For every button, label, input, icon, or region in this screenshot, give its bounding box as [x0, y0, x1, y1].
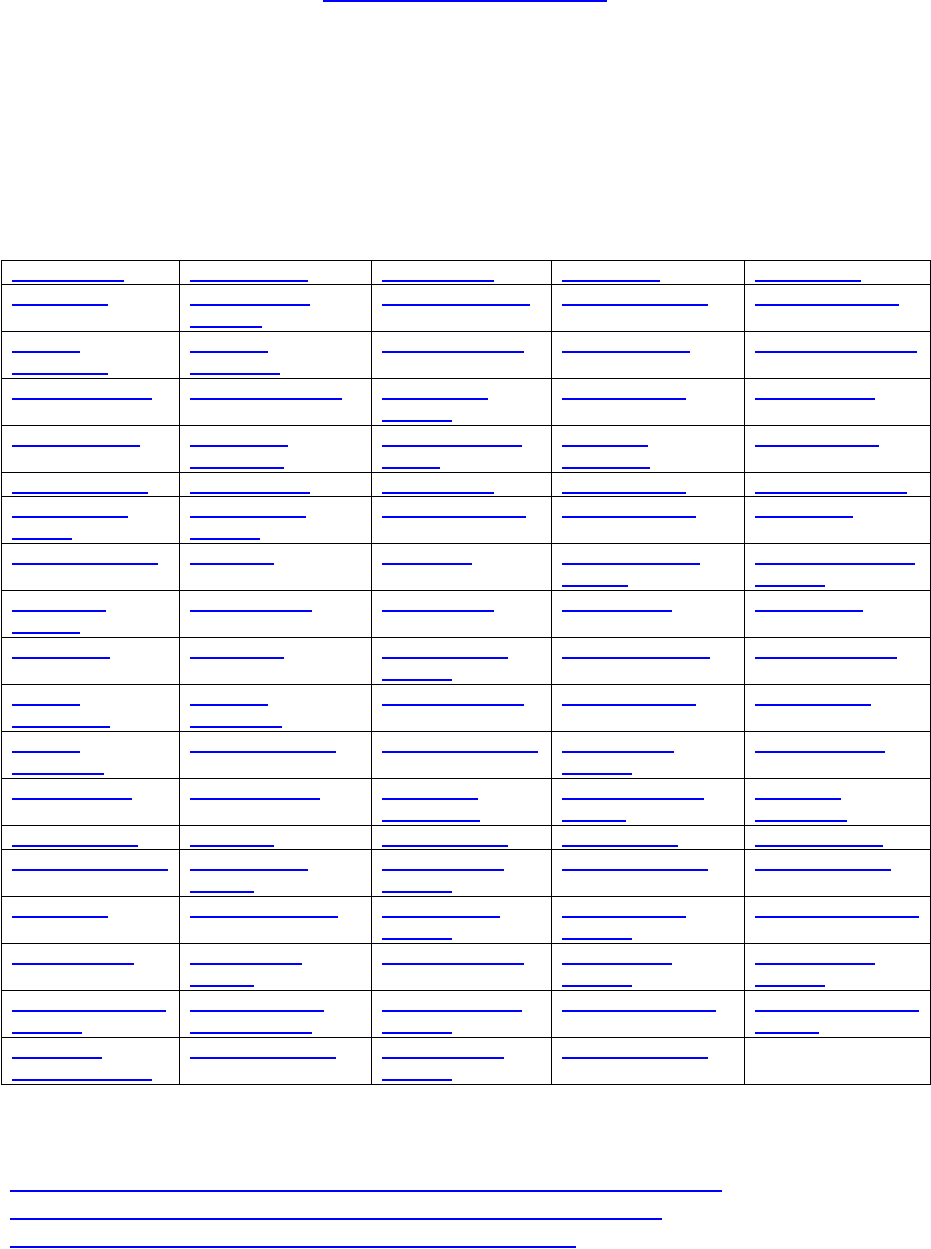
table-link[interactable] [755, 398, 875, 400]
table-cell [372, 991, 552, 1038]
table-link[interactable] [12, 963, 134, 965]
table-link-continued[interactable] [190, 1032, 312, 1034]
table-link-continued[interactable] [190, 373, 280, 375]
table-row [2, 638, 931, 685]
table-link-continued[interactable] [562, 773, 632, 775]
table-link[interactable] [562, 351, 690, 353]
table-cell [552, 1038, 745, 1085]
table-link-continued[interactable] [562, 467, 650, 469]
table-row [2, 850, 931, 897]
table-link-continued[interactable] [12, 632, 80, 634]
table-link[interactable] [382, 445, 522, 447]
table-link[interactable] [382, 704, 524, 706]
table-cell [372, 591, 552, 638]
table-cell [552, 591, 745, 638]
table-link-continued[interactable] [190, 891, 254, 893]
table-link[interactable] [190, 798, 320, 800]
table-link[interactable] [755, 610, 863, 612]
table-link-continued[interactable] [755, 820, 847, 822]
table-row [2, 732, 931, 779]
table-link[interactable] [755, 916, 919, 918]
table-cell [745, 379, 931, 426]
table-link[interactable] [382, 963, 524, 965]
table-link[interactable] [382, 492, 494, 494]
table-cell [552, 426, 745, 473]
table-link[interactable] [190, 751, 336, 753]
table-cell [552, 732, 745, 779]
table-cell [180, 261, 372, 285]
table-link-continued[interactable] [755, 585, 825, 587]
table-link[interactable] [12, 845, 138, 847]
table-link-continued[interactable] [12, 1079, 152, 1081]
table-cell [552, 332, 745, 379]
table-cell [180, 638, 372, 685]
table-link[interactable] [755, 280, 861, 282]
table-cell [552, 944, 745, 991]
table-link[interactable] [12, 398, 152, 400]
table-cell [2, 897, 180, 944]
table-cell [745, 732, 931, 779]
table-cell [745, 544, 931, 591]
table-link[interactable] [755, 516, 853, 518]
table-link-continued[interactable] [190, 467, 284, 469]
table-cell [2, 944, 180, 991]
table-cell [372, 897, 552, 944]
table-cell [372, 426, 552, 473]
table-link[interactable] [190, 1010, 324, 1012]
table-link[interactable] [382, 845, 508, 847]
table-link[interactable] [190, 845, 274, 847]
table-cell [180, 779, 372, 826]
table-cell [2, 379, 180, 426]
table-cell [372, 826, 552, 850]
table-link[interactable] [190, 1057, 336, 1059]
table-link-continued[interactable] [382, 1079, 452, 1081]
table-link[interactable] [562, 445, 648, 447]
top-link[interactable] [323, 0, 607, 2]
table-link[interactable] [190, 304, 310, 306]
table-cell [180, 591, 372, 638]
table-link[interactable] [382, 563, 472, 565]
table-cell [372, 732, 552, 779]
table-link[interactable] [12, 280, 124, 282]
table-link[interactable] [190, 445, 288, 447]
table-link[interactable] [12, 798, 132, 800]
table-cell [745, 497, 931, 544]
table-link-continued[interactable] [12, 773, 104, 775]
table-cell [180, 826, 372, 850]
table-cell [180, 1038, 372, 1085]
table-cell [372, 850, 552, 897]
table-link[interactable] [755, 1010, 919, 1012]
table-row [2, 379, 931, 426]
table-cell [552, 285, 745, 332]
table-link[interactable] [562, 610, 672, 612]
table-link[interactable] [12, 1010, 166, 1012]
table-row [2, 991, 931, 1038]
table-link-continued[interactable] [562, 938, 632, 940]
table-cell [552, 897, 745, 944]
table-link[interactable] [382, 304, 530, 306]
table-link[interactable] [190, 492, 310, 494]
table-link[interactable] [755, 492, 907, 494]
table-link[interactable] [382, 398, 488, 400]
table-cell [372, 544, 552, 591]
table-link[interactable] [562, 516, 696, 518]
table-link[interactable] [562, 563, 700, 565]
table-link[interactable] [562, 280, 660, 282]
table-row [2, 285, 931, 332]
table-cell [180, 732, 372, 779]
table-cell [2, 426, 180, 473]
table-cell [745, 991, 931, 1038]
table-cell [180, 332, 372, 379]
table-cell [2, 779, 180, 826]
table-link-continued[interactable] [12, 1032, 82, 1034]
table-cell [745, 332, 931, 379]
table-row [2, 897, 931, 944]
table-cell [2, 685, 180, 732]
table-cell [372, 497, 552, 544]
table-link[interactable] [190, 963, 302, 965]
table-cell [2, 1038, 180, 1085]
table-link[interactable] [562, 704, 696, 706]
table-cell [745, 944, 931, 991]
table-link[interactable] [562, 916, 686, 918]
table-link[interactable] [562, 492, 686, 494]
table-cell [180, 850, 372, 897]
table-cell [745, 261, 931, 285]
table-cell [2, 332, 180, 379]
table-link[interactable] [12, 492, 148, 494]
table-link-continued[interactable] [190, 985, 254, 987]
table-row [2, 944, 931, 991]
table-row [2, 779, 931, 826]
table-link[interactable] [12, 869, 168, 871]
table-link[interactable] [190, 916, 338, 918]
table-cell [180, 991, 372, 1038]
table-cell [372, 779, 552, 826]
table-link[interactable] [382, 751, 538, 753]
table-cell [552, 544, 745, 591]
table-link[interactable] [12, 1057, 102, 1059]
table-cell [180, 544, 372, 591]
table-cell [372, 473, 552, 497]
bottom-link[interactable] [10, 1218, 662, 1220]
table-cell [745, 850, 931, 897]
table-link[interactable] [755, 869, 891, 871]
table-link[interactable] [562, 657, 710, 659]
table-link-continued[interactable] [382, 679, 452, 681]
table-link-continued[interactable] [190, 326, 262, 328]
table-row [2, 1038, 931, 1085]
table-cell [552, 850, 745, 897]
table-cell [180, 685, 372, 732]
table-link-continued[interactable] [755, 1032, 819, 1034]
table-cell [372, 379, 552, 426]
table-cell [2, 473, 180, 497]
table-row [2, 685, 931, 732]
table-link[interactable] [190, 610, 312, 612]
table-cell [180, 944, 372, 991]
table-cell [372, 285, 552, 332]
table-link[interactable] [190, 351, 268, 353]
table-link[interactable] [190, 657, 284, 659]
table-cell [745, 285, 931, 332]
table-cell [372, 1038, 552, 1085]
table-cell [2, 850, 180, 897]
table-cell [552, 991, 745, 1038]
table-link[interactable] [382, 869, 504, 871]
table-link[interactable] [562, 304, 708, 306]
table-link[interactable] [755, 704, 871, 706]
table-link[interactable] [190, 704, 268, 706]
table-row [2, 497, 931, 544]
table-link[interactable] [755, 563, 915, 565]
table-link-continued[interactable] [12, 726, 110, 728]
table-link[interactable] [12, 704, 80, 706]
table-link[interactable] [755, 845, 883, 847]
table-link-continued[interactable] [12, 373, 108, 375]
table-cell [745, 826, 931, 850]
table-link[interactable] [755, 751, 885, 753]
table-link[interactable] [382, 657, 508, 659]
table-row [2, 426, 931, 473]
table-cell [2, 638, 180, 685]
table-cell [372, 638, 552, 685]
bottom-link[interactable] [10, 1190, 722, 1192]
table-link-continued[interactable] [190, 538, 260, 540]
table-link[interactable] [12, 351, 80, 353]
table-link[interactable] [562, 1057, 708, 1059]
table-link-continued[interactable] [562, 820, 626, 822]
table-cell [180, 379, 372, 426]
table-link[interactable] [12, 751, 80, 753]
table-cell [180, 497, 372, 544]
table-cell [2, 991, 180, 1038]
table-link[interactable] [12, 610, 106, 612]
table-cell [745, 1038, 931, 1085]
table-link[interactable] [12, 304, 108, 306]
table-link[interactable] [755, 963, 875, 965]
table-link[interactable] [562, 398, 686, 400]
table-link[interactable] [382, 798, 478, 800]
table-link[interactable] [382, 516, 526, 518]
table-link-continued[interactable] [755, 985, 825, 987]
table-row [2, 332, 931, 379]
table-link[interactable] [190, 563, 274, 565]
table-link[interactable] [562, 845, 678, 847]
table-row [2, 261, 931, 285]
table-cell [2, 732, 180, 779]
table-cell [180, 285, 372, 332]
table-cell [745, 591, 931, 638]
table-link-continued[interactable] [12, 538, 72, 540]
table-link[interactable] [12, 516, 128, 518]
table-row [2, 473, 931, 497]
table-link[interactable] [562, 963, 672, 965]
table-cell [372, 332, 552, 379]
table-cell [2, 261, 180, 285]
table-link[interactable] [382, 610, 494, 612]
table-cell [2, 497, 180, 544]
table-link[interactable] [755, 351, 917, 353]
table-cell [2, 544, 180, 591]
link-index-table [1, 260, 931, 1085]
table-link-continued[interactable] [562, 585, 628, 587]
table-link[interactable] [755, 304, 899, 306]
table-link[interactable] [382, 1057, 504, 1059]
table-link-continued[interactable] [382, 1032, 452, 1034]
table-link-continued[interactable] [382, 891, 452, 893]
table-link-continued[interactable] [382, 820, 480, 822]
table-link[interactable] [755, 657, 897, 659]
table-cell [372, 944, 552, 991]
bottom-link[interactable] [10, 1246, 576, 1248]
table-cell [552, 379, 745, 426]
table-cell [2, 591, 180, 638]
table-row [2, 826, 931, 850]
table-link[interactable] [12, 445, 140, 447]
table-link[interactable] [562, 798, 704, 800]
table-link-continued[interactable] [382, 420, 452, 422]
table-link-continued[interactable] [382, 467, 440, 469]
table-cell [2, 826, 180, 850]
table-link[interactable] [755, 798, 841, 800]
table-cell [552, 473, 745, 497]
table-cell [552, 779, 745, 826]
table-link[interactable] [755, 445, 879, 447]
table-cell [372, 261, 552, 285]
table-link-continued[interactable] [190, 726, 282, 728]
table-link[interactable] [190, 398, 342, 400]
table-cell [745, 473, 931, 497]
table-cell [745, 779, 931, 826]
table-link[interactable] [562, 1010, 716, 1012]
table-link[interactable] [382, 916, 500, 918]
table-cell [180, 473, 372, 497]
table-cell [180, 426, 372, 473]
table-link-continued[interactable] [562, 985, 632, 987]
table-cell [745, 638, 931, 685]
table-link[interactable] [382, 280, 494, 282]
table-link[interactable] [12, 563, 158, 565]
table-row [2, 544, 931, 591]
table-cell [745, 685, 931, 732]
table-cell [552, 261, 745, 285]
table-cell [2, 285, 180, 332]
table-cell [180, 897, 372, 944]
table-cell [552, 826, 745, 850]
table-link[interactable] [382, 1010, 522, 1012]
table-link[interactable] [190, 516, 306, 518]
table-link[interactable] [382, 351, 524, 353]
table-link[interactable] [562, 751, 674, 753]
table-cell [372, 685, 552, 732]
table-link[interactable] [562, 869, 708, 871]
table-cell [552, 638, 745, 685]
table-link[interactable] [12, 657, 110, 659]
table-row [2, 591, 931, 638]
table-link[interactable] [12, 916, 108, 918]
table-link[interactable] [190, 869, 308, 871]
table-cell [552, 685, 745, 732]
table-cell [552, 497, 745, 544]
table-cell [745, 897, 931, 944]
table-link-continued[interactable] [382, 938, 452, 940]
table-cell [745, 426, 931, 473]
table-link[interactable] [190, 280, 308, 282]
